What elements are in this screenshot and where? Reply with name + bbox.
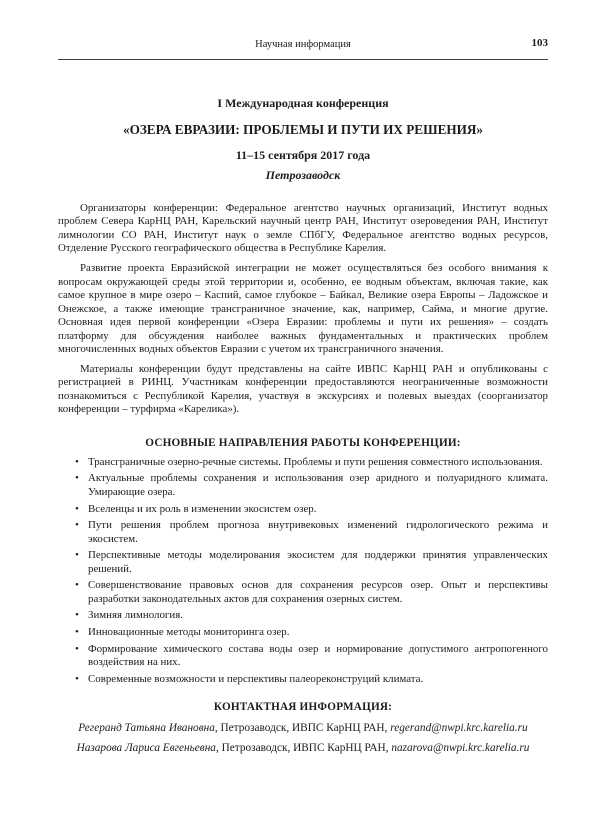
direction-item: • Совершенствование правовых основ для сохранения ресурсов озер. Опыт и перспективы разработки законодательных актов для сохранения озерных систем.: [58, 579, 548, 606]
conference-title: «ОЗЕРА ЕВРАЗИИ: ПРОБЛЕМЫ И ПУТИ ИХ РЕШЕНИЯ»: [123, 122, 483, 137]
contact-heading: КОНТАКТНАЯ ИНФОРМАЦИЯ:: [213, 701, 393, 714]
direction-item: • Пути решения проблем прогноза внутривековых изменений гидрологического режима и экосистем.: [58, 519, 548, 546]
intro-paragraphs: [58, 202, 548, 417]
direction-item: • Вселенцы и их роль в изменении экосистем озер.: [58, 503, 548, 516]
page-number: 103: [531, 37, 548, 49]
contact-affiliation: , Петрозаводск, ИВПС КарНЦ РАН,: [214, 722, 391, 735]
conference-location: Петрозаводск: [265, 168, 341, 182]
contact-line: [58, 741, 548, 755]
direction-item: • Зимняя лимнология.: [58, 609, 548, 622]
direction-item: • Трансграничные озерно-речные системы. Проблемы и пути решения совместного использования.: [58, 456, 548, 469]
directions-list: [58, 456, 548, 686]
conference-dates: 11–15 сентября 2017 года: [235, 148, 371, 162]
direction-item: • Перспективные методы моделирования экосистем для поддержки принятия управленческих решений.: [58, 549, 548, 576]
paragraph: Развитие проекта Евразийской интеграции не может осуществляться без особого внимания к вопросам окружающей среды этой территории и, особенно, ее водным объектам, включая такие, как самое крупное в мире озеро – Каспий, самое глубокое – Байкал, Великие озера Европы – Ладожское и Онежское, а также имеющие трансграничное значение, как, например, Сайма, и многие другие. Основная идея первой конференции «Озера Евразии: проблемы и пути их решения» – создать платформу для обсуждения наиболее важных фундаментальных и практических проблем многочисленных водных объектов Евразии с учетом их трансграничного значения.: [58, 262, 548, 356]
contact-affiliation: , Петрозаводск, ИВПС КарНЦ РАН,: [215, 742, 392, 755]
contact-email: nazarova@nwpi.krc.karelia.ru: [391, 742, 530, 755]
header-rule: [58, 59, 548, 60]
contact-line: [58, 721, 548, 735]
running-header: [58, 38, 548, 51]
contact-list: [58, 721, 548, 755]
paragraph: Организаторы конференции: Федеральное агентство научных организаций, Институт водных проблем Севера КарНЦ РАН, Карельский научный центр РАН, Институт озероведения РАН, Институт лимнологии СО РАН, Институт наук о земле СПбГУ, Федеральное агентство водных ресурсов, Отделение Русского географического общества в Республике Карелия.: [58, 202, 548, 255]
directions-heading: ОСНОВНЫЕ НАПРАВЛЕНИЯ РАБОТЫ КОНФЕРЕНЦИИ:: [145, 436, 461, 449]
direction-item: • Инновационные методы мониторинга озер.: [58, 626, 548, 639]
paragraph: Материалы конференции будут представлены на сайте ИВПС КарНЦ РАН и опубликованы с регистрацией в РИНЦ. Участникам конференции предоставляются неограниченные возможности познакомиться с Республикой Карелия, участвуя в экскурсиях и полевых выездах (соорганизатор конференции – турфирма «Карелика»).: [58, 362, 548, 416]
direction-item: • Формирование химического состава воды озер и нормирование допустимого антропогенного воздействия на них.: [58, 643, 548, 670]
contact-name: Регеранд Татьяна Ивановна: [78, 722, 215, 735]
conference-series: I Международная конференция: [217, 96, 389, 110]
article-body: [0, 96, 600, 755]
contact-name: Назарова Лариса Евгеньевна: [76, 742, 216, 755]
contact-email: regerand@nwpi.krc.karelia.ru: [390, 722, 528, 735]
direction-item: • Актуальные проблемы сохранения и использования озер аридного и полуаридного климата. Умирающие озера.: [58, 472, 548, 499]
running-header-title: Научная информация: [255, 39, 351, 50]
direction-item: • Современные возможности и перспективы палеореконструций климата.: [58, 673, 548, 686]
